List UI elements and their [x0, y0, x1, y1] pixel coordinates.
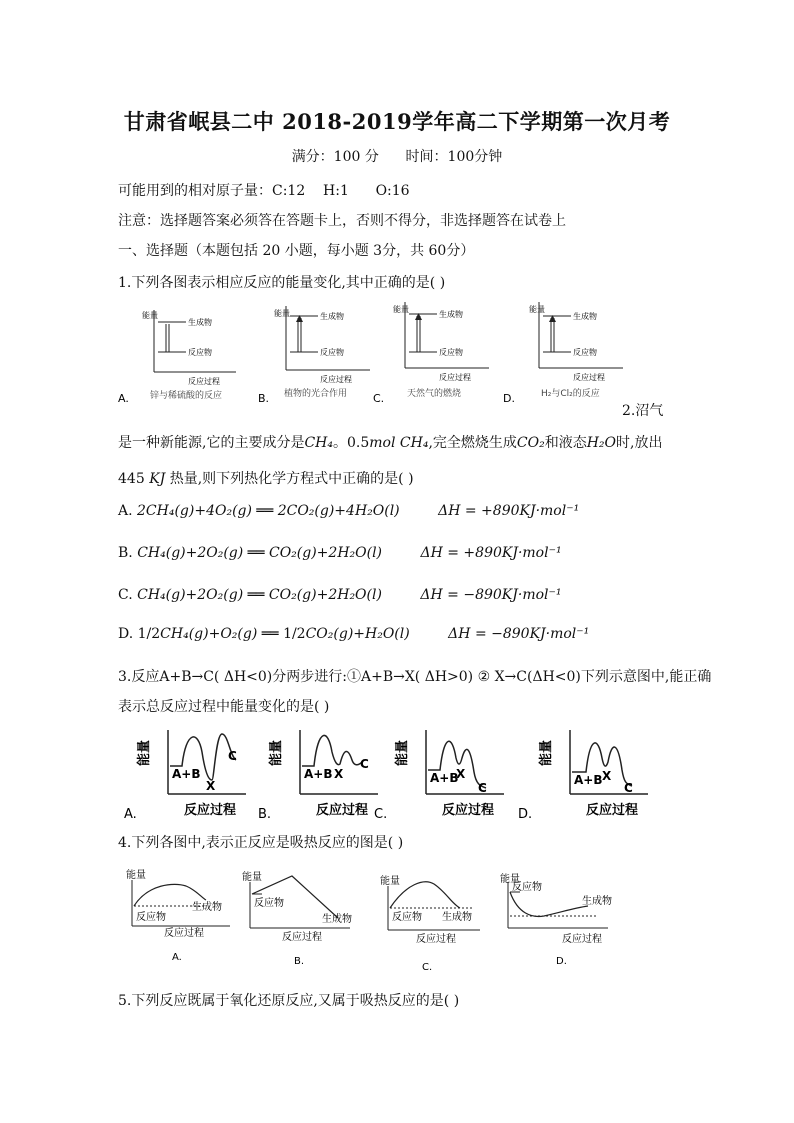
axis-y-label: 能量 [395, 739, 410, 766]
reactant-label: 反应物 [320, 348, 344, 357]
text: 时,放出 [616, 435, 663, 451]
axis-y-label: 能量 [242, 872, 262, 883]
formula: CH₄ [304, 435, 333, 451]
axis-y-label: 能量 [137, 739, 152, 766]
option-letter: C. [118, 587, 133, 603]
q4-figure-b [242, 870, 352, 967]
option-letter: A. [172, 952, 182, 963]
q1-stem: 1.下列各图表示相应反应的能量变化,其中正确的是( ) [118, 275, 446, 291]
ab-label: A+B [304, 767, 333, 781]
axis-x-label: 反应过程 [188, 377, 220, 386]
option-letter: B. [118, 545, 133, 561]
q1-figure-a [118, 300, 248, 410]
axis-x-label: 反应过程 [320, 375, 352, 384]
option-letter: D. [118, 626, 134, 642]
product-label: 生成物 [322, 914, 352, 925]
reactant-label: 反应物 [136, 912, 166, 923]
x-label: X [456, 767, 466, 781]
q2-stem-start: 2.沼气 [622, 403, 664, 419]
q4-figure-a [126, 868, 230, 963]
text: ,完全燃烧生成 [428, 435, 517, 451]
x-label: X [206, 779, 216, 793]
enthalpy: ΔH = +890KJ·mol⁻¹ [438, 503, 580, 519]
text: 是一种新能源,它的主要成分是 [118, 435, 305, 451]
section-heading: 一、选择题（本题包括 20 小题，每小题 3分，共 60分） [118, 243, 475, 259]
q3-figure-svg [118, 722, 658, 822]
axis-x-label: 反应过程 [282, 932, 322, 943]
axis-x-label: 反应过程 [562, 934, 602, 945]
option-letter: A. [124, 807, 137, 822]
q3-line1: 3.反应A+B→C( ΔH<0)分两步进行:①A+B→X( ΔH>0) ② X→C(ΔH<0)下列示意图中,能正确 [118, 669, 712, 685]
option-letter: D. [518, 807, 533, 822]
q1-figures [118, 300, 658, 412]
axis-x-label: 反应过程 [573, 373, 605, 382]
text: 445 [118, 471, 145, 487]
q2-option-a [118, 503, 579, 519]
axis-y-label: 能量 [539, 739, 554, 766]
axis-x-label: 反应过程 [164, 928, 204, 939]
x-label: X [602, 769, 612, 783]
option-letter: A. [118, 503, 133, 519]
atomic-mass-line: 可能用到的相对原子量：C:12 H:1 O:16 [118, 183, 410, 199]
q1-figure-b [258, 298, 388, 408]
q3-figures [118, 722, 658, 822]
axis-y-label: 能量 [269, 739, 284, 766]
reactant-label: 反应物 [392, 912, 422, 923]
option-letter: B. [258, 392, 270, 405]
q3-figure-a [136, 730, 246, 818]
option-letter: C. [422, 962, 433, 973]
axis-y-label: 能量 [126, 870, 146, 881]
x-label: X [334, 767, 344, 781]
c-label: C [478, 781, 487, 795]
axis-x-label: 反应过程 [442, 803, 495, 818]
axis-y-label: 能量 [274, 309, 290, 318]
axis-x-label: 反应过程 [316, 803, 369, 818]
axis-y-label: 能量 [529, 305, 545, 314]
q3-figure-c [394, 730, 504, 818]
fraction: 1/2 [283, 626, 306, 642]
q1-figure-c [373, 296, 503, 406]
product-label: 生成物 [188, 318, 212, 327]
text: 热量,则下列热化学方程式中正确的是( ) [169, 471, 414, 487]
equation: 2CH₄(g)+4O₂(g) ══ 2CO₂(g)+4H₂O(l) [137, 503, 400, 519]
equation: CH₄(g)+2O₂(g) ══ CO₂(g)+2H₂O(l) [137, 545, 383, 561]
option-letter: D. [556, 956, 567, 967]
option-caption: 锌与稀硫酸的反应 [150, 391, 223, 401]
q2-option-b [118, 545, 562, 561]
option-caption: H₂与Cl₂的反应 [541, 389, 600, 399]
option-letter: C. [374, 807, 388, 822]
q3-figure-d [538, 730, 648, 818]
q4-figure-c [380, 874, 480, 973]
ab-label: A+B [430, 771, 459, 785]
reactant-label: 反应物 [573, 348, 597, 357]
axis-y-label: 能量 [142, 311, 158, 320]
text: 和液态 [544, 435, 587, 451]
reactant-label: 反应物 [254, 898, 284, 909]
q1-figure-d [503, 296, 643, 406]
c-label: C [228, 749, 237, 763]
notice-line: 注意：选择题答案必须答在答题卡上，否则不得分，非选择题答在试卷上 [118, 213, 566, 229]
c-label: C [624, 781, 633, 795]
q4-figure-d [500, 872, 612, 967]
page-title: 甘肃省岷县二中 2018-2019学年高二下学期第一次月考 [123, 109, 671, 134]
option-letter: B. [258, 807, 272, 822]
product-label: 生成物 [442, 912, 472, 923]
axis-x-label: 反应过程 [439, 373, 471, 382]
enthalpy: ΔH = −890KJ·mol⁻¹ [448, 626, 590, 642]
equation: CH₄(g)+2O₂(g) ══ CO₂(g)+2H₂O(l) [137, 587, 382, 603]
axis-x-label: 反应过程 [416, 934, 456, 945]
formula: CO₂ [516, 435, 545, 451]
q4-figure-svg [118, 864, 618, 974]
axis-y-label: 能量 [393, 305, 409, 314]
reactant-label: 反应物 [512, 882, 542, 893]
q2-option-d [118, 626, 589, 642]
product-label: 生成物 [439, 310, 463, 319]
unit: mol [369, 435, 396, 451]
q2-line2 [118, 468, 414, 488]
reactant-label: 反应物 [439, 348, 463, 357]
option-letter: D. [503, 392, 515, 405]
formula: H₂O [586, 435, 617, 451]
q3-figure-b [268, 730, 378, 818]
option-caption: 天然气的燃烧 [407, 389, 462, 399]
q4-stem: 4.下列各图中,表示正反应是吸热反应的图是( ) [118, 835, 404, 851]
option-letter: B. [294, 956, 305, 967]
product-label: 生成物 [573, 312, 597, 321]
equation: CO₂(g)+H₂O(l) [305, 626, 410, 642]
ab-label: A+B [574, 773, 603, 787]
q2-line1 [118, 432, 662, 452]
q5-stem: 5.下列反应既属于氧化还原反应,又属于吸热反应的是( ) [118, 993, 460, 1009]
unit: KJ [149, 471, 166, 487]
c-label: C [360, 757, 369, 771]
product-label: 生成物 [320, 312, 344, 321]
exam-info: 满分：100 分 时间：100分钟 [291, 149, 503, 165]
q4-figures [118, 864, 618, 974]
enthalpy: ΔH = −890KJ·mol⁻¹ [420, 587, 562, 603]
q3-line2: 表示总反应过程中能量变化的是( ) [118, 699, 330, 715]
equation: CH₄(g)+O₂(g) ══ [160, 626, 284, 642]
option-letter: C. [373, 392, 385, 405]
ab-label: A+B [172, 767, 201, 781]
reactant-label: 反应物 [188, 348, 212, 357]
q2-option-c [118, 587, 562, 603]
enthalpy: ΔH = +890KJ·mol⁻¹ [420, 545, 562, 561]
option-caption: 植物的光合作用 [284, 389, 348, 399]
fraction: 1/2 [137, 626, 161, 642]
option-letter: A. [118, 392, 129, 405]
axis-x-label: 反应过程 [586, 803, 639, 818]
axis-y-label: 能量 [500, 874, 520, 885]
formula: CH₄ [399, 435, 429, 451]
axis-x-label: 反应过程 [184, 803, 237, 818]
product-label: 生成物 [192, 902, 222, 913]
product-label: 生成物 [582, 896, 612, 907]
axis-y-label: 能量 [380, 876, 400, 887]
text: 。0.5 [333, 435, 370, 451]
